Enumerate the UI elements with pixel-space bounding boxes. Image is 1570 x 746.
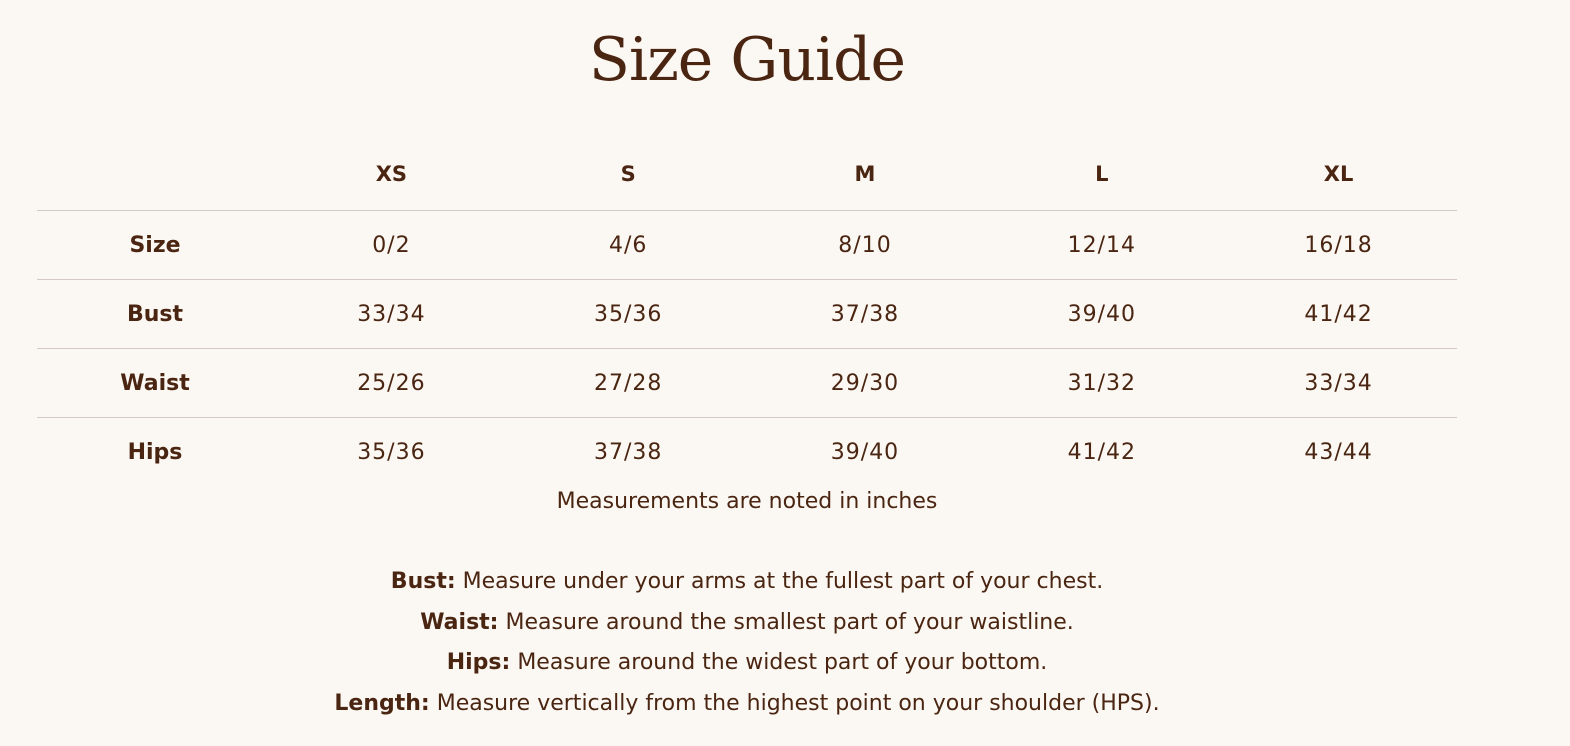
column-header: S — [620, 161, 636, 186]
table-row — [37, 211, 1457, 280]
row-label: Bust — [126, 301, 184, 327]
table-cell: 27/28 — [593, 370, 663, 396]
measurement-instructions — [0, 562, 1494, 724]
table-row — [37, 349, 1457, 418]
measurement-unit-note: Measurements are noted in inches — [556, 489, 938, 514]
instruction-text: Measure under your arms at the fullest part of your chest. — [462, 569, 1104, 594]
column-header: XS — [375, 161, 408, 186]
table-row — [37, 418, 1457, 487]
table-row — [37, 280, 1457, 349]
table-cell: 43/44 — [1304, 439, 1373, 465]
table-cell: 41/42 — [1067, 439, 1136, 465]
table-cell: 33/34 — [1304, 370, 1373, 396]
table-cell: 39/40 — [830, 439, 900, 465]
instruction-text: Measure around the smallest part of your waistline. — [505, 609, 1074, 635]
row-label: Waist — [120, 370, 190, 396]
table-cell: 12/14 — [1067, 232, 1136, 258]
instruction-bust — [0, 562, 1494, 603]
row-label: Hips — [127, 439, 183, 465]
instruction-text: Measure around the widest part of your bottom. — [517, 650, 1048, 675]
instruction-term: Hips: — [446, 650, 511, 675]
instruction-term: Bust: — [390, 569, 456, 594]
table-cell: 35/36 — [593, 301, 663, 327]
instruction-text: Measure vertically from the highest point on your shoulder (HPS). — [436, 690, 1160, 716]
table-cell: 41/42 — [1304, 301, 1373, 327]
table-cell: 31/32 — [1067, 370, 1136, 396]
instruction-waist — [0, 603, 1494, 644]
table-cell: 37/38 — [830, 301, 900, 327]
table-cell: 4/6 — [608, 232, 648, 258]
column-header: XL — [1323, 161, 1354, 186]
column-header: L — [1095, 161, 1109, 186]
table-cell: 35/36 — [357, 439, 426, 465]
column-header: M — [854, 161, 876, 186]
column-header-empty — [37, 137, 273, 211]
table-cell: 29/30 — [830, 370, 900, 396]
size-chart-table — [37, 137, 1457, 486]
table-cell: 25/26 — [357, 370, 426, 396]
instruction-term: Waist: — [420, 609, 499, 635]
instruction-length — [0, 684, 1494, 725]
table-cell: 16/18 — [1304, 232, 1373, 258]
table-cell: 33/34 — [357, 301, 426, 327]
table-cell: 0/2 — [372, 232, 411, 258]
instruction-hips — [0, 643, 1494, 684]
page-title: Size Guide — [588, 25, 906, 95]
table-cell: 37/38 — [593, 439, 663, 465]
instruction-term: Length: — [334, 690, 430, 716]
row-label: Size — [129, 232, 181, 258]
table-header-row — [37, 137, 1457, 211]
table-cell: 39/40 — [1067, 301, 1136, 327]
table-cell: 8/10 — [838, 232, 892, 258]
